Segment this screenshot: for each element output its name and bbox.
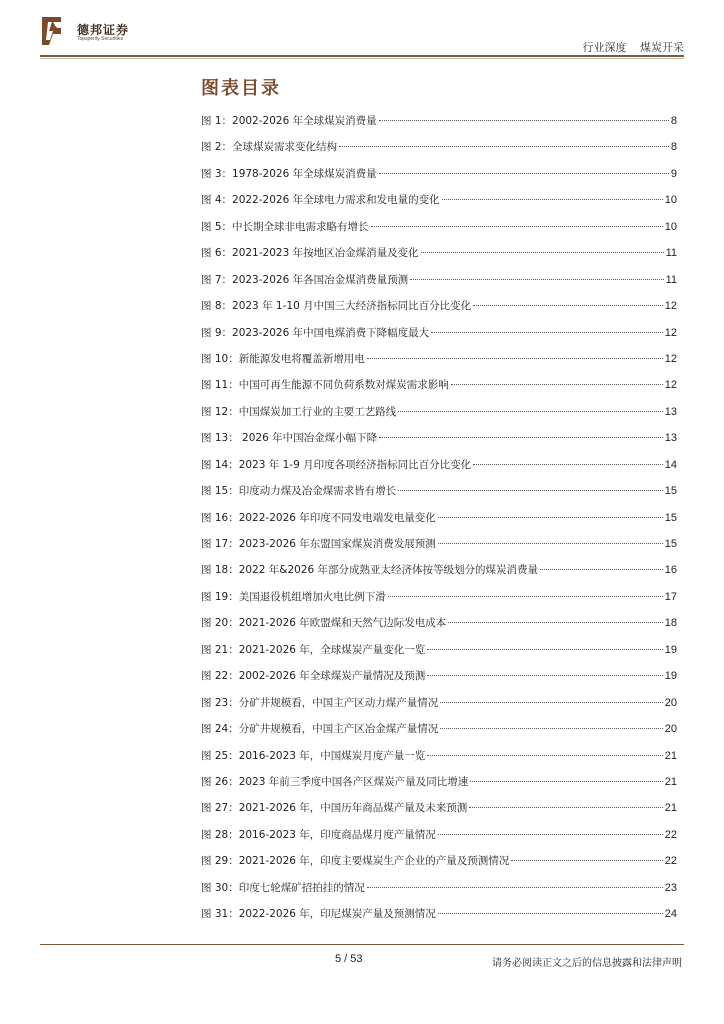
toc-entry-page: 12 bbox=[664, 300, 677, 313]
toc-entry-page: 10 bbox=[664, 220, 677, 233]
toc-entry-page: 21 bbox=[664, 802, 677, 815]
toc-entry-page: 22 bbox=[664, 828, 677, 841]
toc-entry-page: 16 bbox=[664, 564, 677, 577]
toc-entry-page: 10 bbox=[664, 194, 677, 207]
toc-leader-dots bbox=[440, 728, 663, 729]
toc-entry[interactable] bbox=[201, 430, 677, 456]
toc-leader-dots bbox=[410, 279, 663, 280]
toc-entry-label: 图 31：2022-2026 年，印尼煤炭产量及预测情况 bbox=[201, 908, 436, 921]
toc-leader-dots bbox=[379, 437, 663, 438]
toc-entry-page: 22 bbox=[664, 855, 677, 868]
toc-entry-page: 15 bbox=[664, 485, 677, 498]
toc-entry-page: 24 bbox=[664, 908, 677, 921]
toc-entry-page: 15 bbox=[664, 538, 677, 550]
header-divider bbox=[40, 55, 684, 57]
toc-entry-page: 15 bbox=[664, 511, 677, 524]
brand-subtitle: Topsperity Securities bbox=[77, 36, 124, 42]
toc-entry-label: 图 16：2022-2026 年印度不同发电端发电量变化 bbox=[201, 511, 436, 524]
toc-entry-label: 图 11：中国可再生能源不同负荷系数对煤炭需求影响 bbox=[201, 379, 449, 392]
toc-entry[interactable] bbox=[201, 351, 677, 377]
report-category bbox=[583, 39, 685, 55]
toc-entry-page: 19 bbox=[664, 670, 677, 683]
toc-entry-page: 18 bbox=[664, 617, 677, 630]
toc-entry[interactable] bbox=[201, 668, 677, 694]
toc-leader-dots bbox=[451, 384, 663, 385]
toc-entry[interactable] bbox=[201, 245, 677, 271]
toc-entry[interactable] bbox=[201, 800, 677, 826]
toc-entry-label: 图 26：2023 年前三季度中国各产区煤炭产量及同比增速 bbox=[201, 775, 469, 788]
toc-entry[interactable] bbox=[201, 695, 677, 721]
toc-entry-label: 图 12：中国煤炭加工行业的主要工艺路线 bbox=[201, 405, 397, 418]
toc-entry-label: 图 8：2023 年 1-10 月中国三大经济指标同比百分比变化 bbox=[201, 300, 472, 313]
toc-entry-label: 图 7：2023-2026 年各国冶金煤消费量预测 bbox=[201, 273, 409, 286]
toc-leader-dots bbox=[442, 199, 663, 200]
toc-entry-label: 图 5：中长期全球非电需求略有增长 bbox=[201, 220, 369, 233]
brand-name: 德邦证券 bbox=[77, 23, 130, 37]
toc-leader-dots bbox=[473, 464, 663, 465]
toc-entry-label: 图 23：分矿井规模看，中国主产区动力煤产量情况 bbox=[201, 696, 439, 709]
toc-entry[interactable] bbox=[201, 589, 677, 615]
toc-entry-label: 图 24：分矿井规模看，中国主产区冶金煤产量情况 bbox=[201, 723, 439, 736]
toc-entry[interactable] bbox=[201, 536, 677, 562]
toc-leader-dots bbox=[431, 332, 663, 333]
disclaimer-note: 请务必阅读正文之后的信息披露和法律声明 bbox=[492, 958, 682, 969]
toc-entry-label: 图 4：2022-2026 年全球电力需求和发电量的变化 bbox=[201, 194, 440, 207]
toc-entry-label: 图 17：2023-2026 年东盟国家煤炭消费发展预测 bbox=[201, 538, 436, 550]
toc-entry-page: 12 bbox=[664, 379, 677, 392]
toc-entry-label: 图 25：2016-2023 年，中国煤炭月度产量一览 bbox=[201, 749, 426, 762]
toc-leader-dots bbox=[448, 622, 662, 623]
toc-leader-dots bbox=[438, 517, 663, 518]
toc-entry[interactable] bbox=[201, 748, 677, 774]
toc-entry[interactable] bbox=[201, 483, 677, 509]
toc-entry-label: 图 27：2021-2026 年，中国历年商品煤产量及未来预测 bbox=[201, 802, 468, 815]
toc-leader-dots bbox=[540, 569, 663, 570]
toc-entry-label: 图 2：全球煤炭需求变化结构 bbox=[201, 141, 338, 154]
toc-entry-label: 图 19：美国退役机组增加火电比例下滑 bbox=[201, 590, 386, 603]
toc-leader-dots bbox=[398, 490, 663, 491]
toc-entry-label: 图 10：新能源发电将覆盖新增用电 bbox=[201, 352, 365, 365]
toc-leader-dots bbox=[511, 860, 662, 861]
toc-entry[interactable] bbox=[201, 853, 677, 879]
toc-entry[interactable] bbox=[201, 192, 677, 218]
toc-entry[interactable] bbox=[201, 906, 677, 932]
toc-entry-page: 14 bbox=[664, 458, 677, 471]
toc-entry[interactable] bbox=[201, 642, 677, 668]
toc-entry-page: 20 bbox=[664, 723, 677, 736]
toc-entry[interactable] bbox=[201, 166, 677, 192]
toc-entry-page: 8 bbox=[670, 115, 677, 127]
toc-leader-dots bbox=[421, 252, 664, 253]
toc-entry-page: 8 bbox=[670, 141, 677, 154]
toc-leader-dots bbox=[427, 649, 662, 650]
toc-entry-page: 21 bbox=[664, 775, 677, 788]
toc-leader-dots bbox=[440, 702, 663, 703]
header-divider-thin bbox=[40, 58, 684, 59]
toc-entry-page: 11 bbox=[665, 273, 677, 286]
toc-entry-page: 9 bbox=[670, 167, 677, 180]
toc-entry[interactable] bbox=[201, 272, 677, 298]
toc-list bbox=[201, 113, 677, 933]
toc-entry-label: 图 29：2021-2026 年，印度主要煤炭生产企业的产量及预测情况 bbox=[201, 855, 510, 868]
toc-leader-dots bbox=[371, 226, 663, 227]
toc-entry-page: 11 bbox=[665, 247, 677, 260]
toc-leader-dots bbox=[388, 596, 663, 597]
toc-entry-page: 21 bbox=[664, 749, 677, 762]
toc-leader-dots bbox=[367, 358, 663, 359]
toc-leader-dots bbox=[473, 305, 663, 306]
toc-entry[interactable] bbox=[201, 457, 677, 483]
toc-leader-dots bbox=[367, 887, 663, 888]
toc-entry[interactable] bbox=[201, 325, 677, 351]
toc-entry[interactable] bbox=[201, 113, 677, 139]
toc-entry[interactable] bbox=[201, 404, 677, 430]
toc-entry-label: 图 14：2023 年 1-9 月印度各项经济指标同比百分比变化 bbox=[201, 458, 472, 471]
brand-logo-icon bbox=[39, 14, 65, 48]
toc-entry-label: 图 22：2002-2026 年全球煤炭产量情况及预测 bbox=[201, 670, 426, 683]
toc-entry-label: 图 21：2021-2026 年，全球煤炭产量变化一览 bbox=[201, 643, 426, 656]
toc-leader-dots bbox=[339, 146, 669, 147]
toc-entry-label: 图 9：2023-2026 年中国电煤消费下降幅度最大 bbox=[201, 326, 430, 339]
toc-entry[interactable] bbox=[201, 721, 677, 747]
toc-entry-label: 图 13： 2026 年中国冶金煤小幅下降 bbox=[201, 432, 378, 445]
toc-leader-dots bbox=[427, 675, 662, 676]
toc-leader-dots bbox=[438, 913, 663, 914]
toc-entry-label: 图 6：2021-2023 年按地区冶金煤消量及变化 bbox=[201, 247, 419, 260]
toc-entry-label: 图 28：2016-2023 年，印度商品煤月度产量情况 bbox=[201, 828, 436, 841]
toc-leader-dots bbox=[427, 755, 662, 756]
toc-entry[interactable] bbox=[201, 827, 677, 853]
report-type: 行业深度 bbox=[582, 41, 627, 54]
toc-leader-dots bbox=[379, 120, 669, 121]
toc-entry-label: 图 18：2022 年&2026 年部分成熟亚太经济体按等级划分的煤炭消费量 bbox=[201, 564, 539, 577]
toc-entry[interactable] bbox=[201, 377, 677, 403]
footer-divider bbox=[40, 944, 684, 945]
toc-entry-label: 图 20：2021-2026 年欧盟煤和天然气边际发电成本 bbox=[201, 617, 447, 630]
toc-entry[interactable] bbox=[201, 298, 677, 324]
page-number: 5 / 53 bbox=[335, 953, 363, 965]
toc-entry[interactable] bbox=[201, 774, 677, 800]
toc-entry-label: 图 30：印度七轮煤矿招拍挂的情况 bbox=[201, 881, 365, 894]
toc-entry-page: 17 bbox=[664, 590, 677, 603]
toc-entry[interactable] bbox=[201, 615, 677, 641]
toc-leader-dots bbox=[438, 543, 663, 544]
toc-entry[interactable] bbox=[201, 562, 677, 588]
toc-entry[interactable] bbox=[201, 139, 677, 165]
toc-entry-page: 12 bbox=[664, 326, 677, 339]
toc-entry[interactable] bbox=[201, 219, 677, 245]
toc-leader-dots bbox=[379, 173, 669, 174]
toc-entry[interactable] bbox=[201, 510, 677, 536]
toc-leader-dots bbox=[470, 781, 662, 782]
report-sector: 煤炭开采 bbox=[640, 41, 684, 54]
toc-entry-page: 23 bbox=[664, 881, 677, 894]
toc-leader-dots bbox=[438, 834, 663, 835]
toc-leader-dots bbox=[469, 807, 662, 808]
toc-entry[interactable] bbox=[201, 880, 677, 906]
toc-entry-label: 图 1：2002-2026 年全球煤炭消费量 bbox=[201, 115, 377, 127]
toc-entry-page: 13 bbox=[664, 432, 677, 445]
toc-entry-page: 20 bbox=[664, 696, 677, 709]
page-header bbox=[0, 0, 724, 60]
toc-leader-dots bbox=[398, 411, 663, 412]
toc-title: 图表目录 bbox=[201, 78, 281, 99]
toc-entry-page: 13 bbox=[664, 405, 677, 418]
toc-entry-label: 图 15：印度动力煤及冶金煤需求皆有增长 bbox=[201, 485, 397, 498]
toc-entry-label: 图 3：1978-2026 年全球煤炭消费量 bbox=[201, 167, 377, 180]
toc-entry-page: 19 bbox=[664, 643, 677, 656]
toc-entry-page: 12 bbox=[664, 352, 677, 365]
